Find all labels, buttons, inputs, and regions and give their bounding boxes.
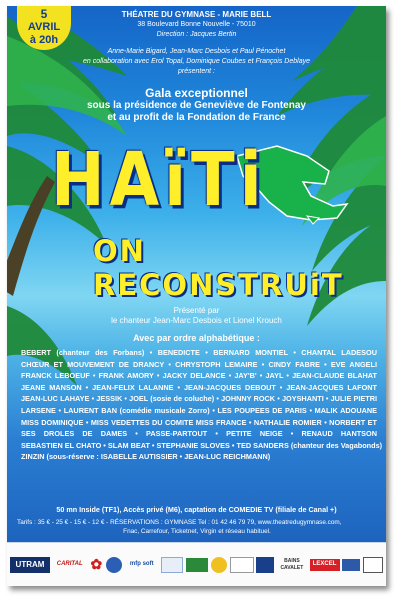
organizers-line: présentent : — [178, 68, 215, 75]
ribbon-icon: ✿ — [90, 556, 103, 572]
artist-line: SEBASTIEN EL CHATO • SLAM BEAT • STEPHANIE SLOVES • TED SANDERS (chanteur des Vagabonds) — [21, 440, 383, 450]
artist-line: JEANE MANSON • JEAN-FELIX LALANNE • JEAN-JACQUES DEBOUT • JEAN-JACQUES LAFONT — [21, 382, 377, 392]
organizers-line: Anne-Marie Bigard, Jean-Marc Desbois et Paul Pénochet — [107, 48, 286, 55]
artist-line: FRANCK LEBOEUF • FRANK AMORY • JACKY DELANCE • JAY'B' • JAYL • JEAN-CLAUDE BLAHAT — [21, 371, 377, 381]
theatre-name: THÉATRE DU GYMNASE - MARIE BELL — [121, 10, 272, 19]
date-time: à 20h — [29, 34, 59, 46]
sponsor-name: UTRAM — [15, 560, 45, 569]
artist-line: MISS DOMINIQUE • MISS VEDETTES DU COMITE MISS FRANCE • NATHALIE ROMIER • NORBERT ET — [21, 417, 377, 427]
main-title: HAïTi — [51, 138, 267, 224]
tarifs-line: Tarifs : 35 € - 25 € - 15 € - 12 € - RÉSERVATIONS : GYMNASE Tel : 01 42 46 79 79, www.theatredugymnase.com, — [17, 519, 342, 526]
sponsor-logo — [342, 559, 360, 571]
tarifs-line: Fnac, Carrefour, Ticketnet, Virgin et réseau habituel. — [123, 528, 271, 535]
gala-heading: Gala exceptionnel — [145, 86, 248, 100]
utram-logo — [10, 557, 50, 573]
mfp-soft-logo — [125, 561, 159, 568]
artist-line: JEAN-LUC LAHAYE • JESSIK • JOEL (sosie de coluche) • JOHNNY ROCK • JOYSHANTI • JULIE PIETRI — [21, 394, 377, 404]
theatre-direction: Direction : Jacques Bertin — [156, 31, 237, 38]
organizers-line: en collaboration avec Erol Topal, Dominique Coubes et François Deblaye — [83, 58, 310, 65]
broadcast-info: 50 mn Inside (TF1), Accès privé (M6), captation de COMEDIE TV (filiale de Canal +) — [56, 505, 337, 514]
sponsor-logo — [256, 557, 274, 573]
artists-intro: Avec par ordre alphabétique : — [133, 333, 260, 343]
artist-line: SES DROLES DE DAMES • PASSE-PARTOUT • PETITE NEIGE • RENAUD HANTSON — [21, 429, 377, 439]
presenters: le chanteur Jean-Marc Desbois et Lionel Krouch — [111, 316, 282, 325]
artist-list — [21, 347, 383, 463]
sponsor-logo — [186, 558, 208, 572]
sponsor-logo — [230, 557, 254, 573]
sponsor-name: BAINS CAVALET — [280, 557, 304, 571]
circle-logo — [106, 557, 122, 573]
carital-logo — [53, 561, 87, 568]
presented-by-label: Présenté par — [173, 306, 220, 315]
artist-line: CHŒUR ET MOUVEMENT DE DRANCY • CHRYSTOPH LEMAIRE • CINDY FABRE • EVE ANGELI — [21, 359, 377, 369]
gala-subheading: et au profit de la Fondation de France — [107, 112, 286, 123]
theatre-address: 38 Boulevard Bonne Nouvelle - 75010 — [137, 21, 256, 28]
event-poster — [7, 6, 386, 586]
artist-line: ZINZIN (sous-réserve : ISABELLE AUTISSIER • JEAN-LUC REICHMANN) — [21, 452, 271, 462]
date-month: AVRIL — [27, 21, 61, 33]
sponsor-name: CARITAL — [56, 561, 83, 567]
artist-line: BEBERT (chanteur des Forbans) • BENEDICTE • BERNARD MONTIEL • CHANTAL LADESOU — [21, 348, 377, 357]
sponsor-logo — [161, 557, 183, 573]
artist-line: LARSENE • LAURENT BAN (comédie musicale Zorro) • LES POUPEES DE PARIS • MALIK ADOUANE — [21, 405, 377, 415]
sponsor-logo — [211, 557, 227, 573]
sponsor-name: LEXCEL — [312, 561, 337, 567]
sub-title: ON RECONSTRUiT — [93, 234, 344, 302]
sponsor-bar — [7, 542, 386, 586]
sponsor-logo — [363, 557, 383, 573]
bains-cavalet-logo — [277, 558, 307, 572]
date-day: 5 — [40, 7, 48, 21]
gala-subheading: sous la présidence de Geneviève de Fontenay — [87, 100, 306, 111]
sponsor-name: mfp soft — [129, 561, 154, 567]
lexcel-logo — [310, 559, 340, 571]
